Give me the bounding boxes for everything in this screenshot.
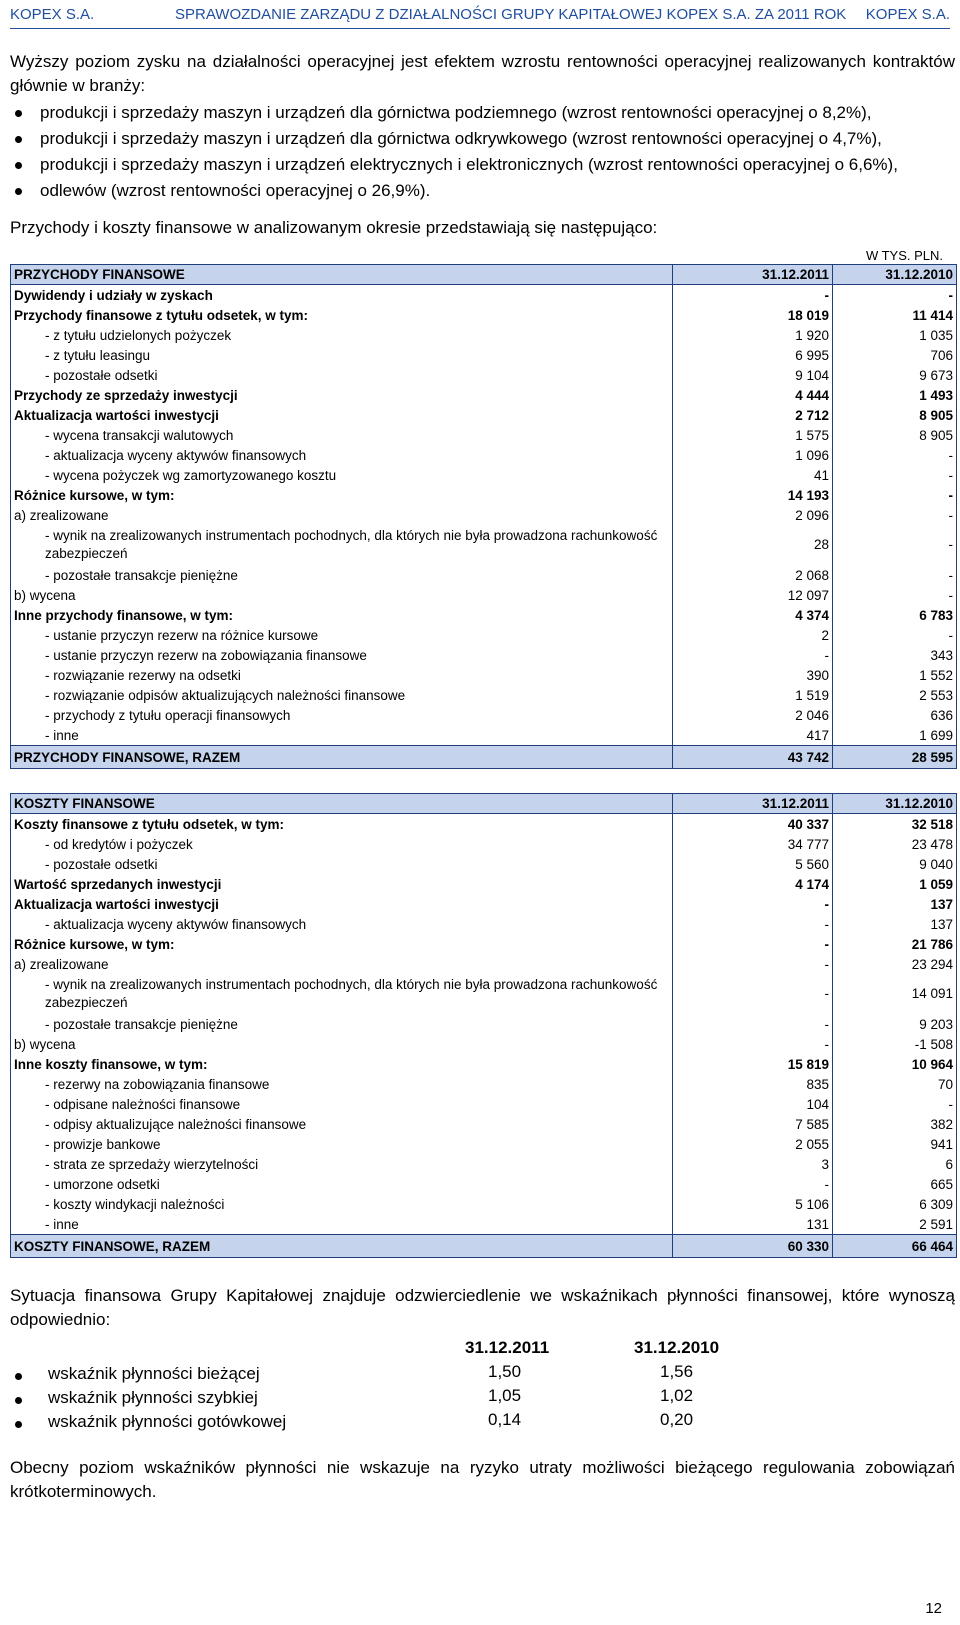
row-label: KOSZTY FINANSOWE, RAZEM bbox=[11, 1235, 673, 1258]
table-row bbox=[11, 1054, 957, 1074]
cell-value: 31.12.2010 bbox=[833, 794, 957, 814]
table-row bbox=[11, 325, 957, 345]
cell-value: 23 478 bbox=[833, 834, 957, 854]
cell-value: - bbox=[833, 565, 957, 585]
row-label: - ustanie przyczyn rezerw na różnice kursowe bbox=[11, 625, 673, 645]
table-row bbox=[11, 934, 957, 954]
cell-value: 1 575 bbox=[673, 425, 833, 445]
cell-value: 9 203 bbox=[833, 1014, 957, 1034]
header-divider bbox=[10, 28, 950, 29]
liquidity-conclusion: Obecny poziom wskaźników płynności nie wskazuje na ryzyko utraty możliwości bieżącego regulowania zobowiązań krótkoterminowych. bbox=[10, 1458, 955, 1501]
table-row bbox=[11, 874, 957, 894]
row-label: - przychody z tytułu operacji finansowych bbox=[11, 705, 673, 725]
cell-value: 137 bbox=[833, 894, 957, 914]
cell-value: -1 508 bbox=[833, 1034, 957, 1054]
row-label: - od kredytów i pożyczek bbox=[11, 834, 673, 854]
cell-value: 343 bbox=[833, 645, 957, 665]
row-label: - pozostałe odsetki bbox=[11, 854, 673, 874]
header-left: KOPEX S.A. bbox=[10, 6, 95, 23]
cell-value: - bbox=[673, 285, 833, 306]
intro-paragraph: Wyższy poziom zysku na działalności operacyjnej jest efektem wzrostu rentowności operacyjnej realizowanych kontraktów głównie w branży: bbox=[10, 52, 955, 95]
cell-value: 34 777 bbox=[673, 834, 833, 854]
table-row bbox=[11, 854, 957, 874]
cell-value: 8 905 bbox=[833, 405, 957, 425]
bullet-icon bbox=[15, 1421, 22, 1428]
cell-value: 104 bbox=[673, 1094, 833, 1114]
row-label: Wartość sprzedanych inwestycji bbox=[11, 874, 673, 894]
table-row bbox=[11, 685, 957, 705]
liquidity-ratios bbox=[10, 1338, 955, 1434]
header-title: SPRAWOZDANIE ZARZĄDU Z DZIAŁALNOŚCI GRUPY KAPITAŁOWEJ KOPEX S.A. ZA 2011 ROK bbox=[175, 6, 847, 23]
cell-value: 2 bbox=[673, 625, 833, 645]
cell-value: 9 104 bbox=[673, 365, 833, 385]
table-row bbox=[11, 1114, 957, 1134]
cell-value: - bbox=[833, 285, 957, 306]
table-row bbox=[11, 1074, 957, 1094]
row-label: - prowizje bankowe bbox=[11, 1134, 673, 1154]
table-row bbox=[11, 1134, 957, 1154]
list-item: produkcji i sprzedaży maszyn i urządzeń dla górnictwa odkrywkowego (wzrost rentowności operacyjnej o 4,7%), bbox=[10, 126, 955, 152]
table-row bbox=[11, 814, 957, 835]
cell-value: 706 bbox=[833, 345, 957, 365]
table-row bbox=[11, 1194, 957, 1214]
cell-value: 131 bbox=[673, 1214, 833, 1235]
cell-value: 2 096 bbox=[673, 505, 833, 525]
table-row bbox=[11, 605, 957, 625]
cell-value: 1 552 bbox=[833, 665, 957, 685]
table-row bbox=[11, 1094, 957, 1114]
row-label: Różnice kursowe, w tym: bbox=[11, 934, 673, 954]
cell-value: 6 bbox=[833, 1154, 957, 1174]
row-label: - inne bbox=[11, 1214, 673, 1235]
row-label: - pozostałe transakcje pieniężne bbox=[11, 1014, 673, 1034]
cell-value: 5 560 bbox=[673, 854, 833, 874]
row-label: - inne bbox=[11, 725, 673, 746]
row-label: a) zrealizowane bbox=[11, 954, 673, 974]
cell-value: 2 591 bbox=[833, 1214, 957, 1235]
row-label: - odpisy aktualizujące należności finansowe bbox=[11, 1114, 673, 1134]
table-row bbox=[11, 645, 957, 665]
table-total-row bbox=[11, 746, 957, 769]
cell-value: - bbox=[673, 645, 833, 665]
table-row bbox=[11, 345, 957, 365]
row-label: Różnice kursowe, w tym: bbox=[11, 485, 673, 505]
table-row bbox=[11, 285, 957, 306]
table-row bbox=[11, 894, 957, 914]
row-label: Inne koszty finansowe, w tym: bbox=[11, 1054, 673, 1074]
bullet-icon bbox=[15, 1373, 22, 1380]
row-label: - aktualizacja wyceny aktywów finansowych bbox=[11, 445, 673, 465]
cell-value: 636 bbox=[833, 705, 957, 725]
row-label: Aktualizacja wartości inwestycji bbox=[11, 894, 673, 914]
cell-value: 41 bbox=[673, 465, 833, 485]
table-row bbox=[11, 954, 957, 974]
row-label: a) zrealizowane bbox=[11, 505, 673, 525]
table-row bbox=[11, 385, 957, 405]
table-row bbox=[11, 425, 957, 445]
cell-value: 31.12.2011 bbox=[673, 794, 833, 814]
list-item: produkcji i sprzedaży maszyn i urządzeń elektrycznych i elektronicznych (wzrost rentowności operacyjnej o 6,6%), bbox=[10, 152, 955, 178]
table-row bbox=[11, 1154, 957, 1174]
cell-value: 2 712 bbox=[673, 405, 833, 425]
cell-value: 1 519 bbox=[673, 685, 833, 705]
cell-value: 390 bbox=[673, 665, 833, 685]
table-row bbox=[11, 665, 957, 685]
intro-bullets bbox=[10, 100, 955, 204]
cell-value: 66 464 bbox=[833, 1235, 957, 1258]
table-row bbox=[11, 725, 957, 746]
row-label: - wycena transakcji walutowych bbox=[11, 425, 673, 445]
cell-value: 23 294 bbox=[833, 954, 957, 974]
cell-value: - bbox=[673, 954, 833, 974]
cell-value: - bbox=[673, 1174, 833, 1194]
table-row bbox=[11, 445, 957, 465]
cell-value: 28 bbox=[673, 525, 833, 565]
table-row bbox=[11, 625, 957, 645]
bullet-icon bbox=[15, 188, 22, 195]
cell-value: 1 493 bbox=[833, 385, 957, 405]
cell-value: 8 905 bbox=[833, 425, 957, 445]
cell-value: 7 585 bbox=[673, 1114, 833, 1134]
unit-label: W TYS. PLN. bbox=[865, 248, 943, 263]
cell-value: 6 783 bbox=[833, 605, 957, 625]
cell-value: 14 193 bbox=[673, 485, 833, 505]
table-row bbox=[11, 305, 957, 325]
row-label: Dywidendy i udziały w zyskach bbox=[11, 285, 673, 306]
cell-value: 2 055 bbox=[673, 1134, 833, 1154]
table-row bbox=[11, 1214, 957, 1235]
row-label: - wynik na zrealizowanych instrumentach pochodnych, dla których nie była prowadzona rachunkowość zabezpieczeń bbox=[11, 974, 673, 1014]
cell-value: 417 bbox=[673, 725, 833, 746]
cell-value: 1 920 bbox=[673, 325, 833, 345]
cell-value: 5 106 bbox=[673, 1194, 833, 1214]
table-lead: Przychody i koszty finansowe w analizowanym okresie przedstawiają się następująco: bbox=[10, 218, 658, 237]
cell-value: - bbox=[673, 934, 833, 954]
cell-value: 9 040 bbox=[833, 854, 957, 874]
page-body bbox=[10, 50, 955, 1504]
cell-value: - bbox=[833, 525, 957, 565]
bullet-icon bbox=[15, 162, 22, 169]
cell-value: 4 174 bbox=[673, 874, 833, 894]
cell-value: 2 068 bbox=[673, 565, 833, 585]
cell-value: 32 518 bbox=[833, 814, 957, 835]
cell-value: 40 337 bbox=[673, 814, 833, 835]
cell-value: 12 097 bbox=[673, 585, 833, 605]
row-label: Przychody finansowe z tytułu odsetek, w tym: bbox=[11, 305, 673, 325]
row-label: - wycena pożyczek wg zamortyzowanego kosztu bbox=[11, 465, 673, 485]
table-row bbox=[11, 565, 957, 585]
table-row bbox=[11, 585, 957, 605]
cell-value: 9 673 bbox=[833, 365, 957, 385]
cell-value: 60 330 bbox=[673, 1235, 833, 1258]
cell-value: - bbox=[833, 465, 957, 485]
table-header bbox=[11, 265, 957, 285]
row-label: - rozwiązanie odpisów aktualizujących należności finansowe bbox=[11, 685, 673, 705]
row-label: b) wycena bbox=[11, 585, 673, 605]
cell-value: 835 bbox=[673, 1074, 833, 1094]
liquidity-col-2010: 31.12.2010 bbox=[634, 1338, 720, 1357]
row-label: b) wycena bbox=[11, 1034, 673, 1054]
cell-value: 137 bbox=[833, 914, 957, 934]
cell-value: - bbox=[673, 1014, 833, 1034]
table-header bbox=[11, 794, 957, 814]
table-total-row bbox=[11, 1235, 957, 1258]
cell-value: 31.12.2010 bbox=[833, 265, 957, 285]
row-label: - z tytułu leasingu bbox=[11, 345, 673, 365]
table-row bbox=[11, 834, 957, 854]
table-row bbox=[11, 974, 957, 1014]
cell-value: - bbox=[833, 625, 957, 645]
list-item: odlewów (wzrost rentowności operacyjnej o 26,9%). bbox=[10, 178, 955, 204]
row-label: - rezerwy na zobowiązania finansowe bbox=[11, 1074, 673, 1094]
cell-value: - bbox=[673, 974, 833, 1014]
cell-value: 1 035 bbox=[833, 325, 957, 345]
cell-value: - bbox=[673, 1034, 833, 1054]
cell-value: - bbox=[833, 1094, 957, 1114]
cell-value: 4 374 bbox=[673, 605, 833, 625]
cell-value: 31.12.2011 bbox=[673, 265, 833, 285]
cell-value: - bbox=[833, 585, 957, 605]
cell-value: 1 699 bbox=[833, 725, 957, 746]
page-number: 12 bbox=[925, 1600, 942, 1617]
list-item: wskaźnik płynności szybkiej 1,05 1,02 bbox=[10, 1386, 730, 1410]
row-label: - umorzone odsetki bbox=[11, 1174, 673, 1194]
table-row bbox=[11, 405, 957, 425]
table-row bbox=[11, 705, 957, 725]
row-label: - wynik na zrealizowanych instrumentach pochodnych, dla których nie była prowadzona rachunkowość zabezpieczeń bbox=[11, 525, 673, 565]
cell-value: 941 bbox=[833, 1134, 957, 1154]
cell-value: 70 bbox=[833, 1074, 957, 1094]
cell-value: 2 046 bbox=[673, 705, 833, 725]
row-label: - strata ze sprzedaży wierzytelności bbox=[11, 1154, 673, 1174]
row-label: PRZYCHODY FINANSOWE, RAZEM bbox=[11, 746, 673, 769]
cost-table bbox=[10, 793, 957, 1258]
cell-value: 43 742 bbox=[673, 746, 833, 769]
cell-value: 11 414 bbox=[833, 305, 957, 325]
cell-value: - bbox=[673, 914, 833, 934]
table-row bbox=[11, 1014, 957, 1034]
cell-value: 10 964 bbox=[833, 1054, 957, 1074]
table-row bbox=[11, 505, 957, 525]
income-table bbox=[10, 264, 957, 769]
page-header bbox=[10, 6, 950, 26]
list-item: produkcji i sprzedaży maszyn i urządzeń dla górnictwa podziemnego (wzrost rentowności operacyjnej o 8,2%), bbox=[10, 100, 955, 126]
cell-value: - bbox=[833, 505, 957, 525]
bullet-icon bbox=[15, 110, 22, 117]
table-row bbox=[11, 485, 957, 505]
row-label: - aktualizacja wyceny aktywów finansowych bbox=[11, 914, 673, 934]
cell-value: - bbox=[673, 894, 833, 914]
cell-value: 14 091 bbox=[833, 974, 957, 1014]
cell-value: 18 019 bbox=[673, 305, 833, 325]
list-item: wskaźnik płynności gotówkowej 0,14 0,20 bbox=[10, 1410, 730, 1434]
cell-value: - bbox=[833, 485, 957, 505]
table-row bbox=[11, 465, 957, 485]
row-label: KOSZTY FINANSOWE bbox=[11, 794, 673, 814]
row-label: Przychody ze sprzedaży inwestycji bbox=[11, 385, 673, 405]
bullet-icon bbox=[15, 1397, 22, 1404]
cell-value: 1 096 bbox=[673, 445, 833, 465]
cell-value: 382 bbox=[833, 1114, 957, 1134]
cell-value: 2 553 bbox=[833, 685, 957, 705]
row-label: - rozwiązanie rezerwy na odsetki bbox=[11, 665, 673, 685]
row-label: Aktualizacja wartości inwestycji bbox=[11, 405, 673, 425]
cell-value: 3 bbox=[673, 1154, 833, 1174]
row-label: - pozostałe transakcje pieniężne bbox=[11, 565, 673, 585]
row-label: - koszty windykacji należności bbox=[11, 1194, 673, 1214]
table-row bbox=[11, 1034, 957, 1054]
row-label: Inne przychody finansowe, w tym: bbox=[11, 605, 673, 625]
row-label: PRZYCHODY FINANSOWE bbox=[11, 265, 673, 285]
row-label: Koszty finansowe z tytułu odsetek, w tym: bbox=[11, 814, 673, 835]
list-item: wskaźnik płynności bieżącej 1,50 1,56 bbox=[10, 1362, 730, 1386]
header-right: KOPEX S.A. bbox=[865, 6, 950, 23]
cell-value: 28 595 bbox=[833, 746, 957, 769]
row-label: - z tytułu udzielonych pożyczek bbox=[11, 325, 673, 345]
cell-value: 4 444 bbox=[673, 385, 833, 405]
liquidity-paragraph: Sytuacja finansowa Grupy Kapitałowej znajduje odzwierciedlenie we wskaźnikach płynności finansowej, które wynoszą odpowiednio: bbox=[10, 1286, 955, 1329]
cell-value: 6 995 bbox=[673, 345, 833, 365]
bullet-icon bbox=[15, 136, 22, 143]
cell-value: 21 786 bbox=[833, 934, 957, 954]
table-row bbox=[11, 914, 957, 934]
cell-value: - bbox=[833, 445, 957, 465]
table-row bbox=[11, 1174, 957, 1194]
row-label: - ustanie przyczyn rezerw na zobowiązania finansowe bbox=[11, 645, 673, 665]
cell-value: 6 309 bbox=[833, 1194, 957, 1214]
cell-value: 1 059 bbox=[833, 874, 957, 894]
table-row bbox=[11, 525, 957, 565]
row-label: - pozostałe odsetki bbox=[11, 365, 673, 385]
table-row bbox=[11, 365, 957, 385]
row-label: - odpisane należności finansowe bbox=[11, 1094, 673, 1114]
cell-value: 15 819 bbox=[673, 1054, 833, 1074]
cell-value: 665 bbox=[833, 1174, 957, 1194]
liquidity-col-2011: 31.12.2011 bbox=[465, 1338, 550, 1357]
